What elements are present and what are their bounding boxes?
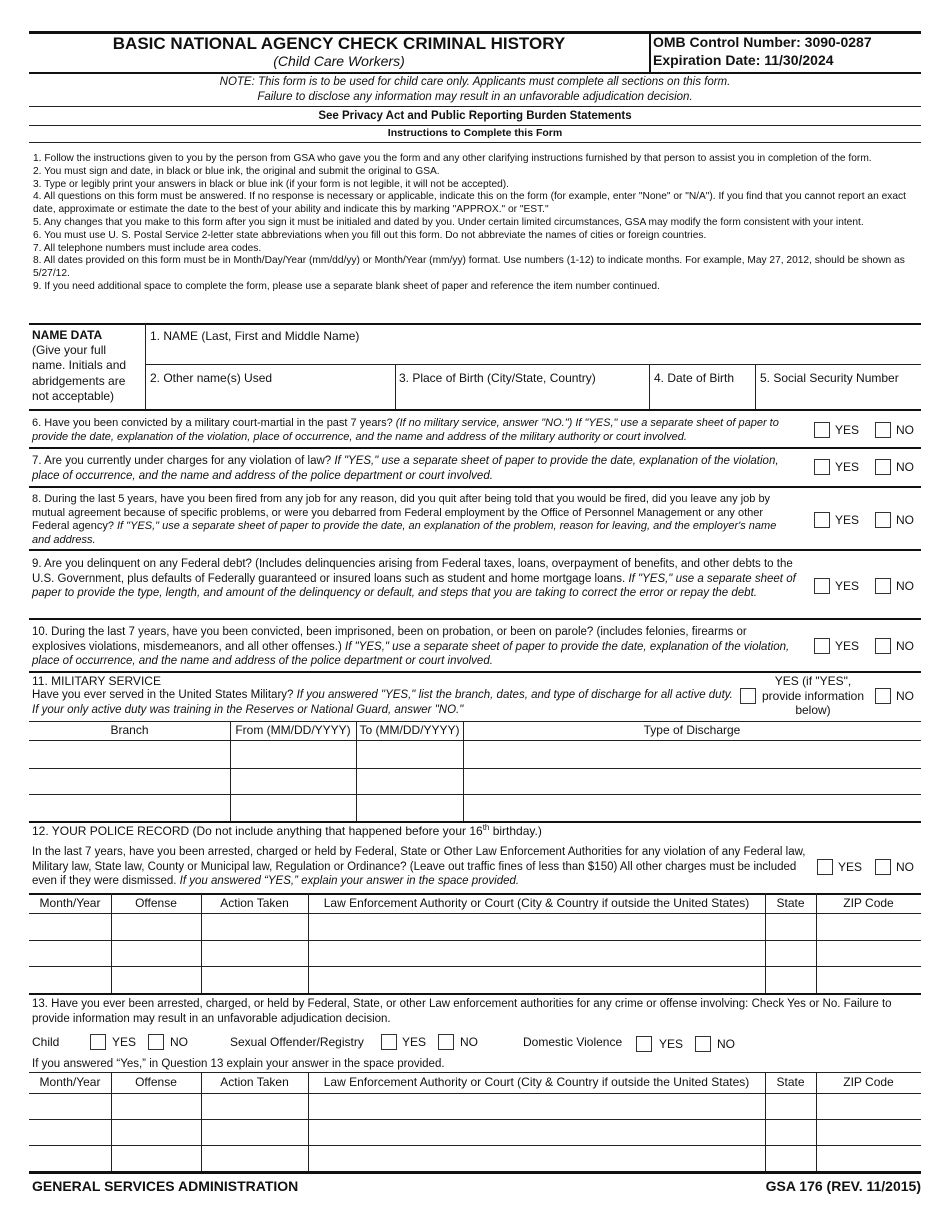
question-9 [32,557,802,601]
question-6-instructions: (If no military service, answer "NO.") If "YES," use a separate sheet of paper to provide the date, explanation of the violation, place of occurrence, and the name and address of the military authority or court involved. [32,417,779,443]
q6-yes-checkbox[interactable] [814,422,830,438]
q6-no-label: NO [896,423,914,437]
instruction-item: 6. You must use U. S. Postal Service 2-letter state abbreviations when you fill out this form. Do not abbreviate the names of cities or foreign countries. [33,229,707,241]
q13-domestic-label: Domestic Violence [523,1035,623,1049]
q6-no-checkbox[interactable] [875,422,891,438]
rule [29,142,921,143]
q12-no-checkbox[interactable] [875,859,891,875]
rule [29,993,921,995]
q13-col-state: State [776,1075,805,1089]
q7-yes-label: YES [835,460,860,474]
footer-agency: GENERAL SERVICES ADMINISTRATION [32,1178,299,1194]
instruction-item: 8. All dates provided on this form must be in Month/Day/Year (mm/dd/yy) or Month/Year (mm/yy) format. Use numbers (1-12) to indicate months. For example, May 27, 2012, should be shown as 5/27/12. [33,255,905,280]
ssn-label: 5. Social Security Number [760,371,899,385]
expiration-date: Expiration Date: 11/30/2024 [653,52,834,68]
col-line [816,893,817,994]
q13-sexual-no-label: NO [460,1035,478,1049]
rule [29,913,921,914]
rule [29,486,921,488]
col-line [816,1072,817,1171]
question-11 [32,688,737,717]
q7-yes-checkbox[interactable] [814,459,830,475]
q13-domestic-yes-checkbox[interactable] [636,1036,652,1052]
question-10 [32,625,802,669]
q13-sexual-no-checkbox[interactable] [438,1034,454,1050]
question-8 [32,493,792,547]
q13-domestic-no-checkbox[interactable] [695,1036,711,1052]
q13-domestic-yes-label: YES [659,1037,684,1051]
note-line1: NOTE: This form is to be used for child care only. Applicants must complete all sections on this form. [219,76,731,88]
col-line [230,721,231,821]
q13-note: If you answered “Yes,” in Question 13 explain your answer in the space provided. [32,1058,445,1070]
form-title: BASIC NATIONAL AGENCY CHECK CRIMINAL HISTORY [112,34,566,53]
superscript: th [482,823,490,832]
q9-yes-label: YES [835,579,860,593]
q12-yes-checkbox[interactable] [817,859,833,875]
q9-no-checkbox[interactable] [875,578,891,594]
name-field-label: 1. NAME (Last, First and Middle Name) [150,329,360,343]
question-13: 13. Have you ever been arrested, charged, or held by Federal, State, or other Law enforcement authorities for any crime or offense involving: Check Yes or No. Failure to provide information may result in an unfavorable adjudication decision. [32,998,892,1025]
question-11-instructions: If you answered "YES," list the branch, dates, and type of discharge for all active duty. If your only active duty was training in the Reserves or National Guard, answer "NO." [32,689,733,716]
q11-yes-checkbox[interactable] [740,688,756,704]
q7-no-checkbox[interactable] [875,459,891,475]
table-row[interactable] [29,966,921,967]
question-10-instructions: If "YES," use a separate sheet of paper to provide the date, explanation of the violation, place of occurrence, and the name and address of the police department or court involved. [32,640,790,667]
q8-yes-label: YES [835,513,860,527]
name-data-label [32,328,142,404]
col-line [765,1072,766,1171]
date-of-birth-label: 4. Date of Birth [654,371,735,385]
col-line [201,1072,202,1171]
q12-col-authority: Law Enforcement Authority or Court (City & Country if outside the United States) [323,896,750,910]
name-field[interactable] [146,324,921,364]
note-line2: Failure to disclose any information may result in an unfavorable adjudication decision. [257,91,693,103]
question-12-text: In the last 7 years, have you been arrested, charged or held by Federal, State or Other Law Enforcement Authorities for any violation of any Federal law, Military law, State law, County or Municipal law, Regulation or Ordinance? (Leave out traffic fines of less than $150) All other charges must be included even if they were dismissed. [32,846,806,887]
date-of-birth-field[interactable] [650,365,755,409]
table-row[interactable] [29,940,921,941]
q11-col-discharge: Type of Discharge [643,723,741,737]
q13-sexual-yes-label: YES [402,1035,427,1049]
form-subtitle: (Child Care Workers) [273,53,405,69]
question-12 [32,845,810,889]
q13-col-month-year: Month/Year [39,1075,101,1089]
instructions-list [33,153,917,294]
instruction-item: 4. All questions on this form must be answered. If no response is necessary or applicable, indicate this on the form (for example, enter "None" or "N/A"). If you find that you cannot report an exact date, approximate or estimate the date to the best of your ability and indicate this by marking "APPROX." or "EST." [33,191,906,216]
rule [29,106,921,107]
question-8-text: 8. During the last 5 years, have you been fired from any job for any reason, did you quit after being told that you would be fired, did you leave any job by mutual agreement because of specific problems, or were you debarred from Federal employment by the Office of Personnel Management or any other Federal agency? [32,493,771,532]
question-11-text: Have you ever served in the United States Military? [32,689,297,701]
rule [29,549,921,551]
instruction-item: 2. You must sign and date, in black or blue ink, the original and submit the original to GSA. [33,165,440,177]
col-line [308,893,309,994]
q13-domestic-no-label: NO [717,1037,735,1051]
question-10-text: 10. During the last 7 years, have you been convicted, been imprisoned, been on probation, or been on parole? (includes felonies, firearms or explosives violations, misdemeanors, and all other offenses.) [32,626,747,653]
instruction-item: 5. Any changes that you make to this form after you sign it must be initialed and dated by you. Under certain limited circumstances, GSA may modify the form consistent with your intent. [33,216,864,228]
place-of-birth-field[interactable] [396,365,649,409]
q12-yes-label: YES [838,860,863,874]
question-12-instructions: If you answered “YES,” explain your answer in the space provided. [179,875,520,887]
form-page [29,31,921,1201]
q12-col-state: State [776,896,805,910]
question-6 [32,417,792,444]
question-7-text: 7. Are you currently under charges for any violation of law? [32,455,335,467]
other-names-field[interactable] [146,365,395,409]
q11-no-checkbox[interactable] [875,688,891,704]
q10-yes-checkbox[interactable] [814,638,830,654]
q9-no-label: NO [896,579,914,593]
q13-sexual-yes-checkbox[interactable] [381,1034,397,1050]
name-data-note: (Give your full name. Initials and abridgements are not acceptable) [32,343,127,403]
military-service-title: 11. MILITARY SERVICE [32,674,161,688]
question-7 [32,454,802,483]
q12-col-zip: ZIP Code [843,896,894,910]
omb-number: OMB Control Number: 3090-0287 [653,34,872,50]
rule [29,72,921,74]
q13-sexual-label: Sexual Offender/Registry [230,1035,364,1049]
q10-no-label: NO [896,639,914,653]
col-line [356,721,357,821]
q8-no-label: NO [896,513,914,527]
question-6-text: 6. Have you been convicted by a military court-martial in the past 7 years? [32,417,396,429]
name-data-heading: NAME DATA [32,328,103,342]
instruction-item: 7. All telephone numbers must include area codes. [33,242,262,254]
col-line [111,893,112,994]
question-9-text: 9. Are you delinquent on any Federal debt? (Includes delinquencies arising from Federal taxes, loans, overpayment of benefits, and other debts to the U.S. Government, plus defaults of Federally guaranteed or insured loans such as student and home mortgage loans. [32,558,793,585]
place-of-birth-label: 3. Place of Birth (City/State, Country) [399,371,596,385]
rule [29,1093,921,1094]
q13-child-no-label: NO [170,1035,188,1049]
q13-col-offense: Offense [135,1075,177,1089]
instruction-item: 1. Follow the instructions given to you by the person from GSA who gave you the form and any other clarifying instructions furnished by that person to assist you in completion of the form. [33,153,872,164]
q11-col-branch: Branch [110,723,149,737]
q11-no-label: NO [896,689,914,703]
rule [29,618,921,620]
table-row[interactable] [29,768,921,769]
col-line [463,721,464,821]
police-record-title [32,823,542,839]
q12-no-label: NO [896,860,914,874]
q12-col-offense: Offense [135,896,177,910]
other-names-label: 2. Other name(s) Used [150,371,273,385]
q10-no-checkbox[interactable] [875,638,891,654]
question-8-instructions: If "YES," use a separate sheet of paper to provide the date, an explanation of the problem, reason for leaving, and the employer's name and address. [32,520,777,546]
table-row[interactable] [29,1145,921,1146]
rule [29,671,921,673]
q13-col-authority: Law Enforcement Authority or Court (City & Country if outside the United States) [323,1075,750,1089]
question-7-instructions: If "YES," use a separate sheet of paper to provide the date, explanation of the violation, place of occurrence, and the name and address of the police department or court involved. [32,455,779,482]
table-row[interactable] [29,794,921,795]
q9-yes-checkbox[interactable] [814,578,830,594]
footer-form-number: GSA 176 (REV. 11/2015) [765,1178,921,1194]
q11-yes-label: YES (if "YES", provide information below) [761,674,865,717]
q12-col-month-year: Month/Year [39,896,101,910]
ssn-field[interactable] [756,365,921,409]
q13-col-zip: ZIP Code [843,1075,894,1089]
q11-col-from: From (MM/DD/YYYY) [235,723,351,737]
header-divider [649,31,651,72]
rule [29,893,921,895]
police-record-title-end: birthday.) [489,824,542,838]
q13-child-label: Child [32,1035,60,1049]
q13-child-no-checkbox[interactable] [148,1034,164,1050]
bottom-rule [29,1171,921,1174]
rule [29,409,921,411]
rule [29,740,921,741]
q13-child-yes-label: YES [112,1035,137,1049]
instruction-item: 3. Type or legibly print your answers in black or blue ink (if your form is not legible, it will not be accepted). [33,178,510,190]
col-line [201,893,202,994]
col-line [765,893,766,994]
q11-col-to: To (MM/DD/YYYY) [359,723,460,737]
rule [29,125,921,126]
police-record-title-text: 12. YOUR POLICE RECORD (Do not include anything that happened before your 16 [32,824,483,838]
q10-yes-label: YES [835,639,860,653]
col-line [111,1072,112,1171]
q7-no-label: NO [896,460,914,474]
q13-col-action: Action Taken [220,1075,289,1089]
instructions-title: Instructions to Complete this Form [387,127,563,139]
rule [29,721,921,722]
rule [29,1072,921,1073]
q8-no-checkbox[interactable] [875,512,891,528]
q6-yes-label: YES [835,423,860,437]
instruction-item: 9. If you need additional space to complete the form, please use a separate blank sheet of paper and reference the item number continued. [33,280,660,292]
privacy-statement-link[interactable]: See Privacy Act and Public Reporting Burden Statements [318,110,632,122]
q8-yes-checkbox[interactable] [814,512,830,528]
q12-col-action: Action Taken [220,896,289,910]
q13-child-yes-checkbox[interactable] [90,1034,106,1050]
question-9-instructions: If "YES," use a separate sheet of paper to provide the type, length, and amount of the delinquency or default, and steps that you are taking to correct the error or repay the debt. [32,572,796,599]
col-line [308,1072,309,1171]
rule [29,447,921,449]
table-row[interactable] [29,1119,921,1120]
